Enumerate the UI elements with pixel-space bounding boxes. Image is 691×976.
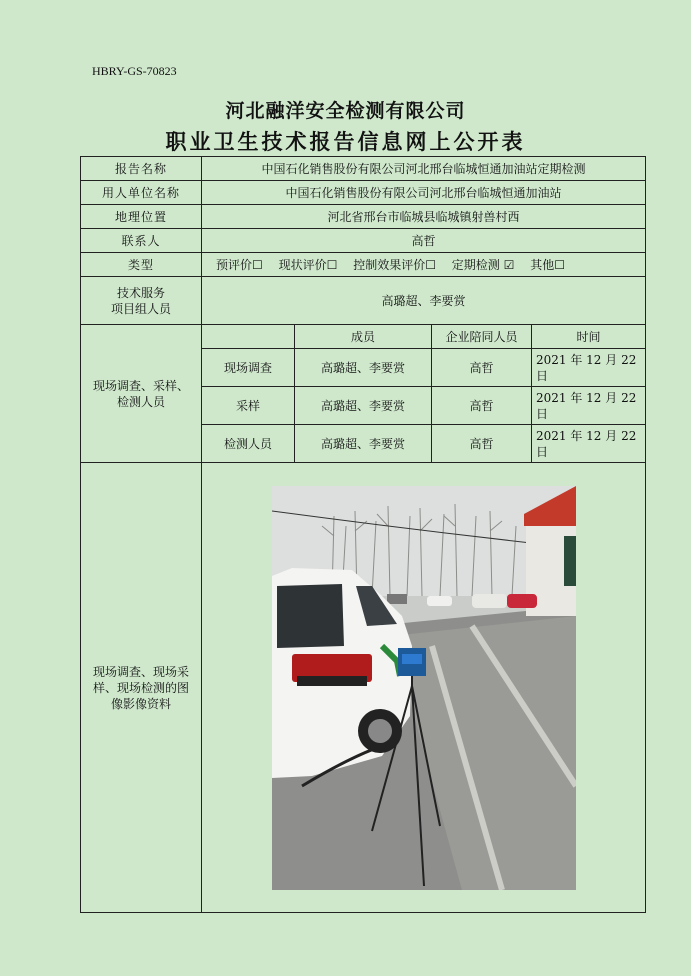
value-location: 河北省邢台市临城县临城镇射兽村西	[202, 205, 646, 229]
personnel-date-line2: 日	[536, 406, 549, 421]
personnel-members: 高璐超、李要赏	[295, 425, 432, 463]
personnel-date	[532, 425, 646, 463]
personnel-date-line1: 2021 年 12 月 22	[536, 428, 637, 443]
label-location: 地理位置	[81, 205, 202, 229]
header-escort: 企业陪同人员	[432, 325, 532, 349]
label-contact: 联系人	[81, 229, 202, 253]
label-report-name: 报告名称	[81, 157, 202, 181]
photo-cell	[202, 463, 646, 913]
header-members: 成员	[295, 325, 432, 349]
row-contact	[81, 229, 646, 253]
label-personnel	[81, 325, 202, 463]
info-table	[80, 156, 646, 913]
value-team: 高璐超、李要赏	[202, 277, 646, 325]
personnel-role: 检测人员	[202, 425, 295, 463]
label-photos-line3: 像影像资料	[110, 696, 171, 711]
personnel-escort: 高哲	[432, 425, 532, 463]
site-photo	[272, 486, 576, 890]
personnel-date	[532, 387, 646, 425]
label-team-line2: 项目组人员	[110, 301, 171, 316]
personnel-members: 高璐超、李要赏	[295, 349, 432, 387]
header-empty	[202, 325, 295, 349]
personnel-escort: 高哲	[432, 349, 532, 387]
company-name: 河北融洋安全检测有限公司	[225, 100, 466, 122]
row-report-name	[81, 157, 646, 181]
row-type	[81, 253, 646, 277]
personnel-date-line1: 2021 年 12 月 22	[536, 390, 637, 405]
row-photos	[81, 463, 646, 913]
type-option-periodic-test: 定期检测 ☑	[451, 257, 515, 272]
document-title: 职业卫生技术报告信息网上公开表	[165, 129, 526, 154]
label-photos-line1: 现场调查、现场采	[92, 664, 189, 679]
type-option-control-evaluation: 控制效果评价☐	[353, 257, 436, 272]
value-report-name: 中国石化销售股份有限公司河北邢台临城恒通加油站定期检测	[202, 157, 646, 181]
row-personnel-header	[81, 325, 646, 349]
label-photos-line2: 样、现场检测的图	[92, 680, 189, 695]
row-employer	[81, 181, 646, 205]
type-option-pre-evaluation: 预评价☐	[216, 257, 263, 272]
personnel-date	[532, 349, 646, 387]
document-id: HBRY-GS-70823	[92, 64, 177, 78]
site-photo-illustration	[272, 486, 576, 890]
label-team-line1: 技术服务	[116, 285, 165, 300]
label-team	[81, 277, 202, 325]
header-time: 时间	[532, 325, 646, 349]
personnel-date-line2: 日	[536, 444, 549, 459]
personnel-role: 现场调查	[202, 349, 295, 387]
row-location	[81, 205, 646, 229]
label-personnel-line1: 现场调查、采样、	[92, 378, 189, 393]
type-option-other: 其他☐	[530, 257, 565, 272]
type-option-status-evaluation: 现状评价☐	[278, 257, 338, 272]
label-personnel-line2: 检测人员	[116, 394, 165, 409]
row-team	[81, 277, 646, 325]
personnel-escort: 高哲	[432, 387, 532, 425]
value-employer: 中国石化销售股份有限公司河北邢台临城恒通加油站	[202, 181, 646, 205]
label-photos	[81, 463, 202, 913]
type-options	[202, 253, 646, 277]
personnel-members: 高璐超、李要赏	[295, 387, 432, 425]
label-employer: 用人单位名称	[81, 181, 202, 205]
personnel-date-line1: 2021 年 12 月 22	[536, 352, 637, 367]
label-type: 类型	[81, 253, 202, 277]
personnel-role: 采样	[202, 387, 295, 425]
personnel-date-line2: 日	[536, 368, 549, 383]
value-contact: 高哲	[202, 229, 646, 253]
